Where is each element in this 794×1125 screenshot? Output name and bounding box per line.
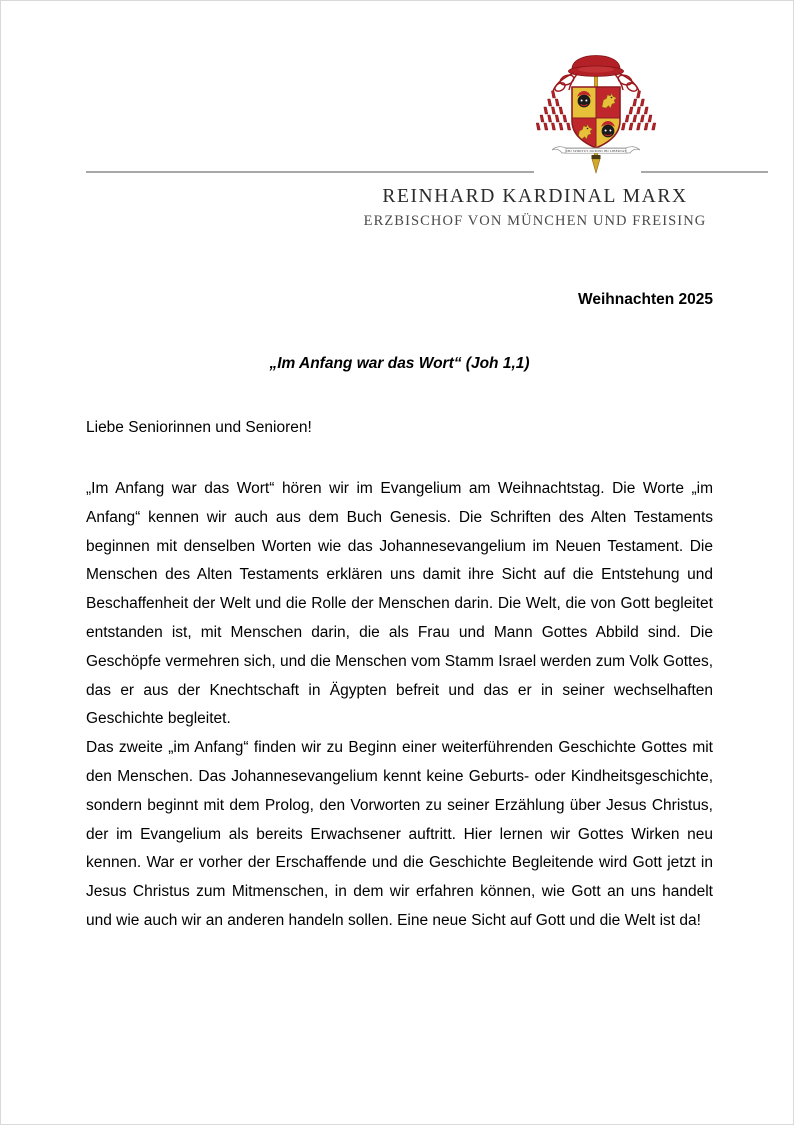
coat-of-arms bbox=[522, 47, 670, 177]
letter-paragraph: Das zweite „im Anfang“ finden wir zu Beginn einer weiterführenden Geschichte Gottes mit den Menschen. Das Johannesevangelium kennt keine Geburts- oder Kindheitsgeschichte, sondern beginnt mit dem Prolog, den Vorworten zu seiner Erzählung über Jesus Christus, der im Evangelium als bereits Erwachsener auftritt. Hier lernen wir Gottes Wirken neu kennen. War er vorher der Erschaffende und die Geschichte Begleitende wird Gott jetzt in Jesus Christus zum Mitmenschen, in dem wir erfahren können, wie Gott an uns handelt und wie auch wir an anderen handeln sollen. Eine neue Sicht auf Gott und die Welt ist da! bbox=[86, 739, 713, 929]
letterhead bbox=[1, 1, 794, 246]
motto-text: UBI SPIRITUS DOMINI IBI LIBERTAS bbox=[565, 149, 627, 154]
cardinal-role: ERZBISCHOF VON MÜNCHEN UND FREISING bbox=[363, 213, 707, 229]
letter-salutation: Liebe Seniorinnen und Senioren! bbox=[86, 419, 312, 436]
header-rule-right bbox=[641, 171, 768, 173]
motto-banner bbox=[552, 147, 640, 154]
header-rule-left bbox=[86, 171, 534, 173]
tassels-left bbox=[536, 91, 571, 130]
moors-head-2 bbox=[601, 121, 615, 137]
letter-content bbox=[86, 289, 713, 936]
moors-head-1 bbox=[577, 91, 591, 107]
tassels-right bbox=[621, 91, 656, 130]
galero-icon bbox=[569, 56, 624, 77]
letter-paragraph: „Im Anfang war das Wort“ hören wir im Evangelium am Weihnachtstag. Die Worte „im Anfang“ kennen wir auch aus dem Buch Genesis. Die Schriften des Alten Testaments beginnen mit denselben Worten wie das Johannesevangelium im Neuen Testament. Die Menschen des Alten Testaments erklären uns damit ihre Sicht auf die Entstehung und Beschaffenheit der Welt und die Rolle der Menschen darin. Die Welt, die von Gott begleitet entstanden ist, mit Menschen darin, die als Frau und Mann Gottes Abbild sind. Die Geschöpfe vermehren sich, und die Menschen vom Stamm Israel werden zum Volk Gottes, das er aus der Knechtschaft in Ägypten befreit und das er in seiner wechselhaften Geschichte begleitet. bbox=[86, 480, 713, 728]
shield-icon bbox=[572, 87, 620, 150]
cardinal-name: REINHARD KARDINAL MARX bbox=[382, 186, 688, 207]
letter-title: „Im Anfang war das Wort“ (Joh 1,1) bbox=[269, 355, 530, 372]
letter-body bbox=[86, 475, 713, 936]
coat-of-arms-icon bbox=[522, 47, 670, 177]
letter-date: Weihnachten 2025 bbox=[578, 291, 713, 308]
